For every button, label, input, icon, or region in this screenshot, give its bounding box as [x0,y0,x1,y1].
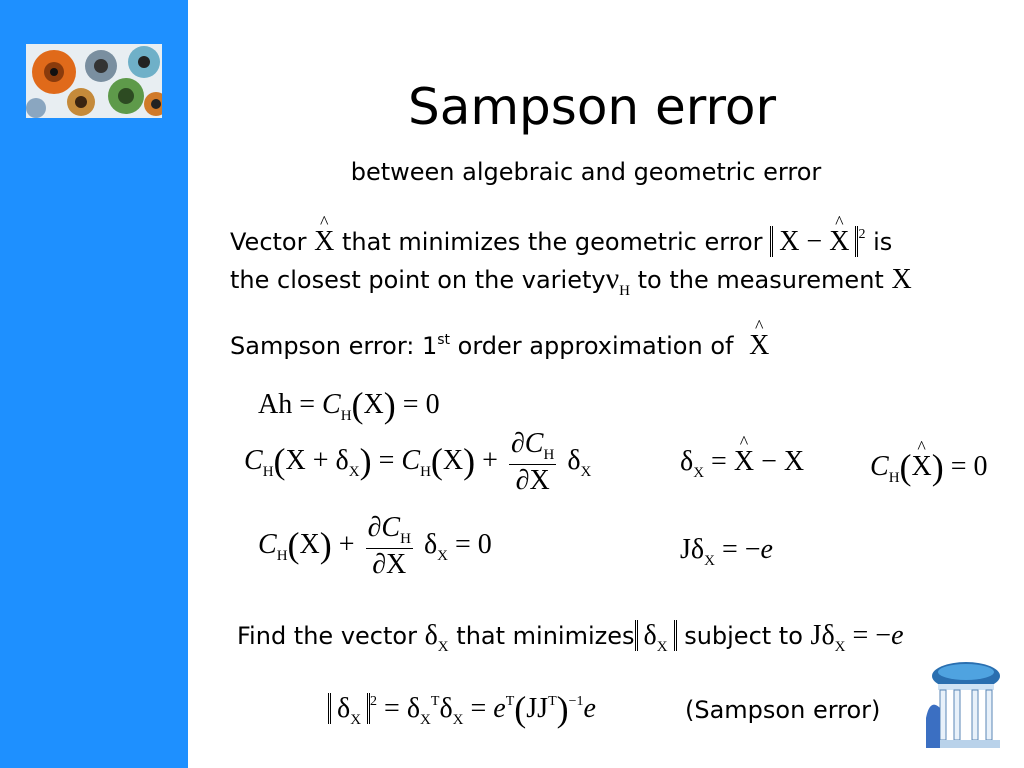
old-well-temple-icon [920,658,1012,758]
slide-subtitle: between algebraic and geometric error [350,158,822,186]
equation-jacobian: $J\delta_X = -e$ [680,534,773,569]
sampson-error-label: (Sampson error) [685,696,881,724]
equation-algebraic: $Ah = C_H(X) = 0$ [258,385,440,425]
statement-line-2: the closest point on the varietyν$_H$ to the measurement X [230,262,912,299]
equation-sampson-error: $\delta_X^2 = \delta_X^T\delta_X = e^T(JJ^T)^{-1}e$ [328,688,596,730]
find-statement: Find the vector $\delta_X$ that minimizes $\delta_X$ subject to $J\delta_X = -e$ [237,620,904,655]
equation-taylor: $C_H(X + \delta_X) = C_H(X)$ + $\frac{\partial C_H}{\partial X}$ $\delta_X$ [244,428,592,496]
statement-line-3: Sampson error: 1st order approximation of ^ X [230,330,769,362]
equation-delta-definition: $\delta_X$ = ^ X − X [680,446,804,482]
equation-linearized: $C_H(X)$ + $\frac{\partial C_H}{\partial X}$ $\delta_X = 0$ [258,512,492,580]
equation-variety-constraint: $C_H(\^{}$ X) = 0 [870,446,988,488]
slide-title: Sampson error [407,78,777,136]
statement-line-1: Vector ^ X that minimizes the geometric error X − ^ X $^2$ is [230,226,892,258]
